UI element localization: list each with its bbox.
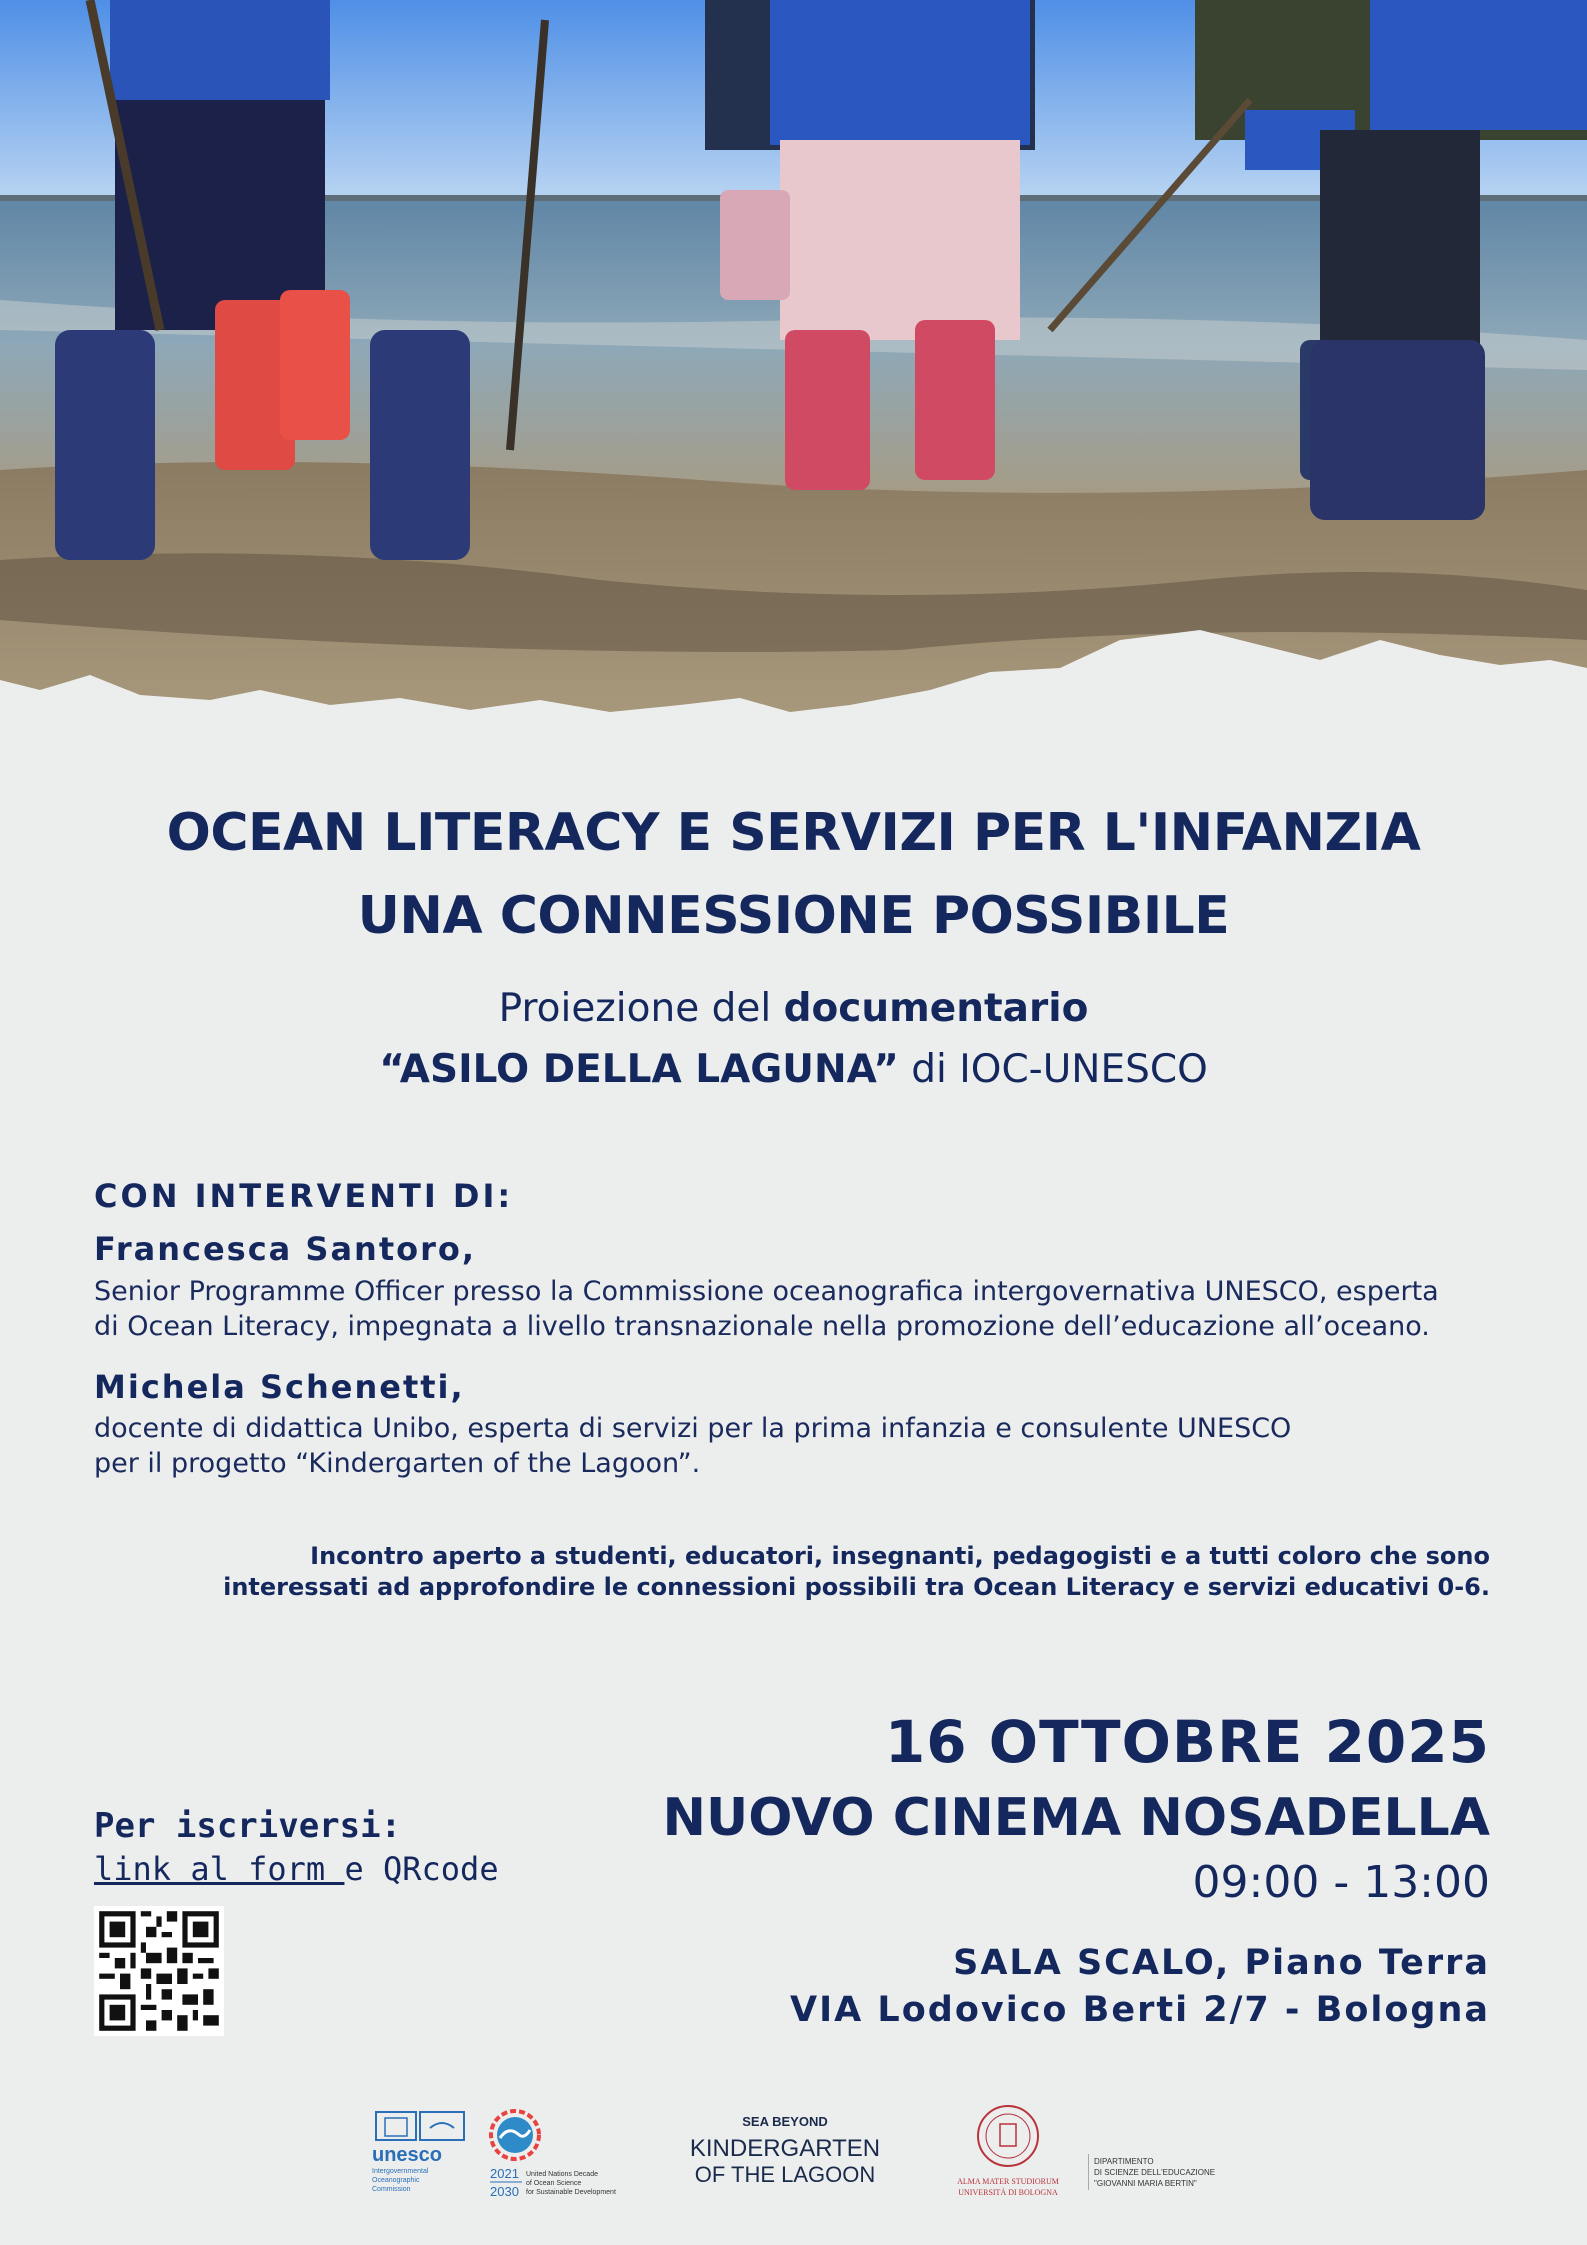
unibo-text: UNIVERSITÀ DI BOLOGNA [958, 2188, 1058, 2197]
partner-logos [370, 2100, 1250, 2210]
department-logo [1088, 2154, 1248, 2204]
speaker-description [94, 1274, 1514, 1344]
decade-text: of Ocean Science [526, 2180, 582, 2187]
event-room: SALA SCALO, Piano Terra [953, 1943, 1490, 1983]
speaker-name: Michela Schenetti, [94, 1368, 465, 1406]
speaker-name: Francesca Santoro, [94, 1230, 477, 1268]
department-text: "GIOVANNI MARIA BERTIN" [1094, 2179, 1197, 2188]
documentary-author: di IOC-UNESCO [898, 1047, 1208, 1092]
unesco-ioc-logo [370, 2110, 470, 2200]
speaker-description [94, 1411, 1514, 1481]
speaker-desc-line: di Ocean Literacy, impegnata a livello transnazionale nella promozione dell’educazione all’oceano. [94, 1311, 1430, 1342]
registration-label: Per iscriversi: [94, 1806, 402, 1846]
subtitle-bold: documentario [783, 986, 1089, 1031]
event-note [90, 1541, 1490, 1603]
note-line: Incontro aperto a studenti, educatori, insegnanti, pedagogisti e a tutti coloro che sono [310, 1542, 1490, 1570]
sea-beyond-text: SEA BEYOND [742, 2114, 828, 2129]
documentary-title: “ASILO DELLA LAGUNA” [379, 1047, 899, 1092]
event-date: 16 OTTOBRE 2025 [884, 1708, 1490, 1776]
decade-years: 2030 [490, 2184, 519, 2199]
poster-title-line1: OCEAN LITERACY E SERVIZI PER L'INFANZIA [166, 803, 1421, 863]
registration-form-link[interactable]: link al form [94, 1850, 345, 1888]
subtitle-line2 [0, 1047, 1587, 1092]
poster-title-line2: UNA CONNESSIONE POSSIBILE [357, 886, 1230, 946]
decade-years: 2021 [490, 2166, 519, 2181]
department-text: DIPARTIMENTO [1094, 2157, 1154, 2166]
unesco-wordmark: unesco [372, 2144, 443, 2166]
subtitle-pre: Proiezione del [498, 986, 784, 1031]
unesco-sub: Intergovernmental [372, 2168, 429, 2175]
registration-suffix: e QRcode [344, 1850, 499, 1888]
speaker-desc-line: Senior Programme Officer presso la Commissione oceanografica intergovernativa UNESCO, esperta [94, 1276, 1439, 1307]
registration-line [94, 1850, 499, 1888]
speakers-heading: CON INTERVENTI DI: [94, 1177, 514, 1215]
kindergarten-lagoon-logo [680, 2112, 890, 2197]
event-address: VIA Lodovico Berti 2/7 - Bologna [790, 1990, 1490, 2030]
speaker-desc-line: docente di didattica Unibo, esperta di servizi per la prima infanzia e consulente UNESCO [94, 1413, 1292, 1444]
note-line: interessati ad approfondire le connessioni possibili tra Ocean Literacy e servizi educativi 0-6. [223, 1573, 1490, 1601]
header-photo [0, 0, 1587, 720]
unibo-logo [938, 2104, 1078, 2204]
qr-code[interactable] [94, 1906, 224, 2036]
unesco-sub: Commission [372, 2186, 411, 2193]
kindergarten-text: KINDERGARTEN [689, 2135, 881, 2162]
unibo-text: ALMA MATER STUDIORUM [957, 2177, 1059, 2186]
subtitle-line1 [0, 986, 1587, 1031]
decade-text: United Nations Decade [526, 2171, 598, 2178]
decade-text: for Sustainable Development [526, 2189, 616, 2196]
unesco-sub: Oceanographic [372, 2177, 420, 2184]
lagoon-text: OF THE LAGOON [694, 2162, 876, 2187]
event-time: 09:00 - 13:00 [1192, 1857, 1490, 1908]
department-text: DI SCIENZE DELL'EDUCAZIONE [1094, 2168, 1216, 2177]
speaker-desc-line: per il progetto “Kindergarten of the Lagoon”. [94, 1448, 701, 1479]
event-venue: NUOVO CINEMA NOSADELLA [662, 1788, 1490, 1848]
ocean-decade-logo [488, 2108, 648, 2203]
